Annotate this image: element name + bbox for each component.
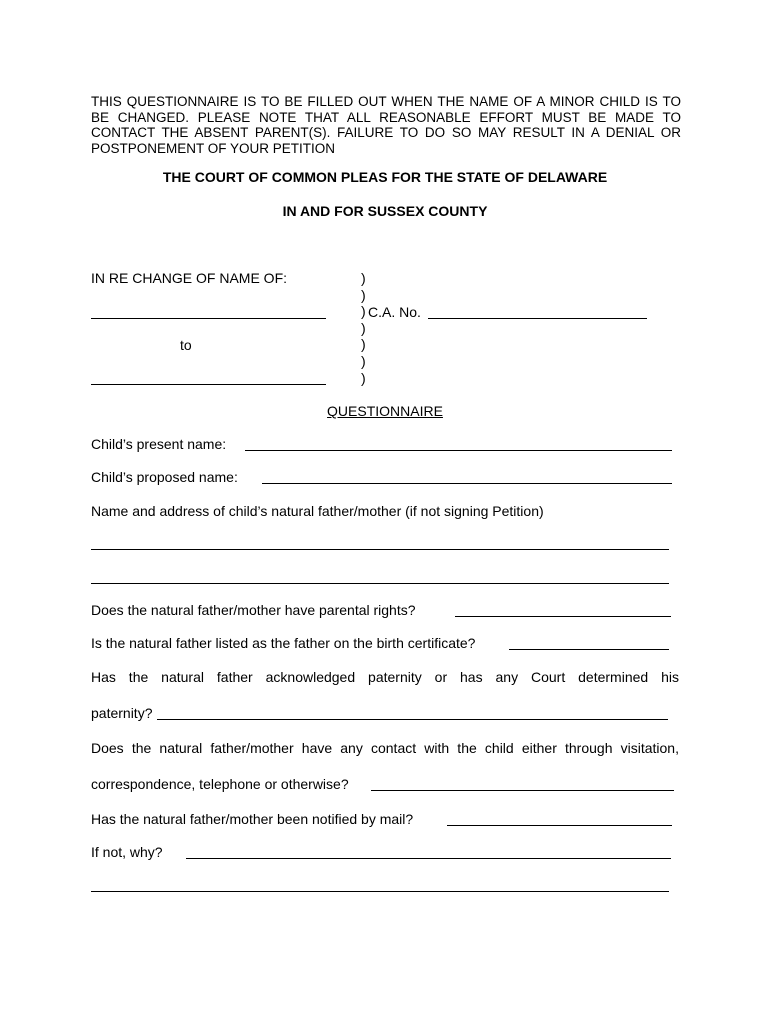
notified-label: Has the natural father/mother been notified by mail? xyxy=(91,811,414,827)
county-title: IN AND FOR SUSSEX COUNTY xyxy=(282,203,488,219)
parental-rights-field[interactable] xyxy=(455,616,671,617)
natural-parent-label: Name and address of child’s natural father/mother (if not signing Petition) xyxy=(91,503,544,519)
present-name-label: Child’s present name: xyxy=(91,436,227,452)
contact-label-line2: correspondence, telephone or otherwise? xyxy=(91,776,349,792)
contact-label-line1: Does the natural father/mother have any contact with the child either through visitation, xyxy=(91,740,679,756)
if-not-field-1[interactable] xyxy=(186,858,671,859)
if-not-field-2[interactable] xyxy=(91,891,669,892)
paren-3: ) xyxy=(361,303,366,320)
notified-field[interactable] xyxy=(447,825,672,826)
paren-5: ) xyxy=(361,336,366,353)
birth-certificate-label: Is the natural father listed as the father on the birth certificate? xyxy=(91,635,476,651)
notice-paragraph: THIS QUESTIONNAIRE IS TO BE FILLED OUT WHEN THE NAME OF A MINOR CHILD IS TO BE CHANGED. PLEASE NOTE THAT ALL REASONABLE EFFORT MUST BE MADE TO CONTACT THE ABSENT PARENT(S). FAILURE TO DO SO MAY RESULT IN A DENIAL OR POSTPONEMENT OF YOUR PETITION xyxy=(91,94,681,156)
proposed-name-label: Child’s proposed name: xyxy=(91,469,238,485)
paren-4: ) xyxy=(361,319,366,336)
paren-1: ) xyxy=(361,270,366,286)
natural-parent-field-2[interactable] xyxy=(91,583,669,584)
paren-7: ) xyxy=(361,369,366,386)
ca-no-field[interactable] xyxy=(428,318,647,319)
birth-certificate-field[interactable] xyxy=(509,649,669,650)
petitioner-name-field[interactable] xyxy=(91,318,326,319)
present-name-field[interactable] xyxy=(245,450,672,451)
paternity-label-line2: paternity? xyxy=(91,705,153,721)
paren-6: ) xyxy=(361,352,366,369)
caption-parentheses xyxy=(361,270,373,386)
new-name-field[interactable] xyxy=(91,384,326,385)
proposed-name-field[interactable] xyxy=(262,483,672,484)
court-title: THE COURT OF COMMON PLEAS FOR THE STATE OF DELAWARE xyxy=(162,169,608,185)
if-not-label: If not, why? xyxy=(91,844,163,860)
questionnaire-heading: QUESTIONNAIRE xyxy=(327,403,443,419)
paternity-field[interactable] xyxy=(157,719,668,720)
ca-no-label: C.A. No. xyxy=(368,304,421,320)
to-label: to xyxy=(180,337,192,353)
parental-rights-label: Does the natural father/mother have parental rights? xyxy=(91,602,416,618)
contact-field[interactable] xyxy=(371,790,674,791)
natural-parent-field-1[interactable] xyxy=(91,549,669,550)
paternity-label-line1: Has the natural father acknowledged paternity or has any Court determined his xyxy=(91,669,679,685)
paren-2: ) xyxy=(361,286,366,303)
in-re-label: IN RE CHANGE OF NAME OF: xyxy=(91,270,288,286)
